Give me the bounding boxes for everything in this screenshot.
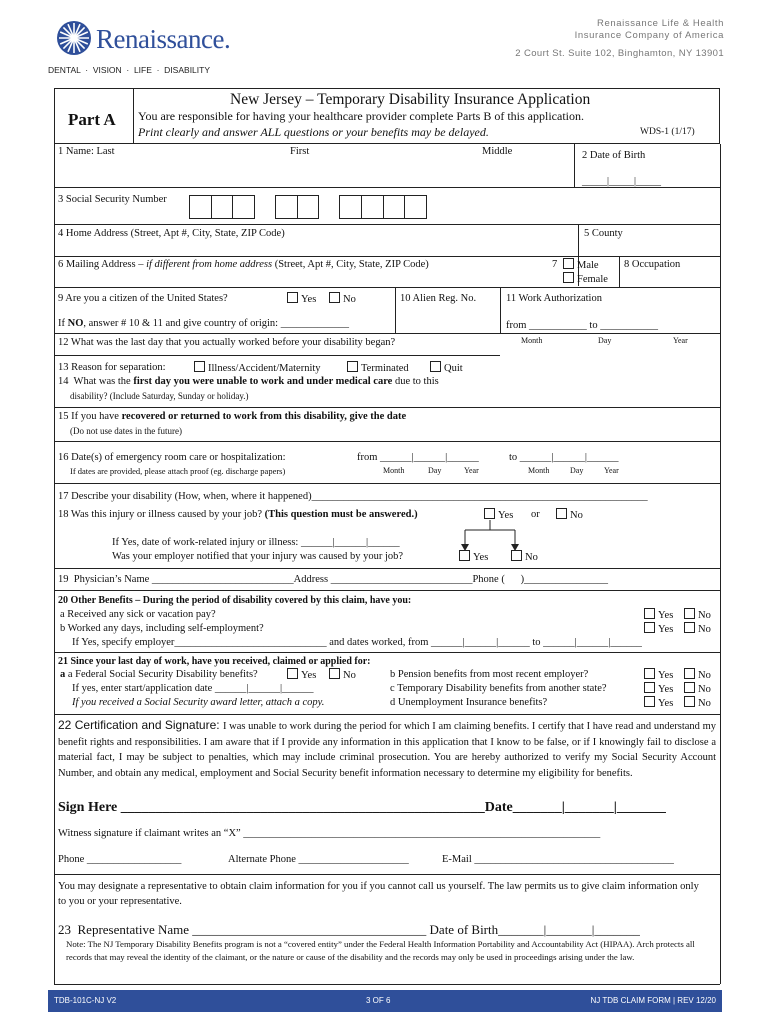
form-title: New Jersey – Temporary Disability Insurance Application [230,91,591,108]
q11-work-auth-label: 11 Work Authorization [506,293,602,304]
form-id: WDS-1 (1/17) [640,127,695,137]
q18-branch-arrow-icon [459,520,519,554]
q14-first-day-label: 14 What was the first day you were unable to work and under medical care due to this [58,376,439,387]
q16-note: If dates are provided, please attach proof (eg. discharge papers) [70,466,286,476]
illness-checkbox[interactable] [194,361,205,372]
q21d-no-checkbox[interactable] [684,696,695,707]
company-name-line1: Renaissance Life & Health [597,18,724,29]
representative-info: You may designate a representative to obtain claim information for you if you cannot call us yourself. The law permits us to give claim information only to you or your representative. [58,881,699,907]
q4-home-address-label: 4 Home Address (Street, Apt #, City, State, ZIP Code) [58,228,285,239]
terminated-checkbox[interactable] [347,361,358,372]
phone-field[interactable]: Phone __________________ [58,854,182,865]
q18b-no-checkbox[interactable] [511,550,522,561]
q20a-yes-checkbox[interactable] [644,608,655,619]
q21b-yes-option[interactable]: Yes [644,668,673,681]
footer-page-number: 3 OF 6 [366,996,391,1005]
q9-yes-option[interactable]: Yes [287,292,316,305]
q16-from-year: Year [464,466,479,475]
q2-dob-label: 2 Date of Birth [582,150,646,161]
company-tagline: DENTAL · VISION · LIFE · DISABILITY [48,65,211,75]
q2-dob-field[interactable]: _____|_____|_____ [582,176,662,187]
footer-bar [48,990,722,1012]
q1-middle-label: Middle [482,146,513,157]
q13-illness-option[interactable]: Illness/Accident/Maternity [194,361,321,374]
q20a-yes-option[interactable]: Yes [644,608,673,621]
q20c-label[interactable]: If Yes, specify employer_____________________________ and dates worked, from ______|______|______ to ______|______|______ [72,637,642,648]
q11-day-label: Day [598,336,612,345]
q8-occupation-label: 8 Occupation [624,259,681,270]
q16-from-day: Day [428,466,442,475]
footer-form-name: NJ TDB CLAIM FORM | REV 12/20 [590,996,716,1005]
q9-if-no-instruction: If NO, answer # 10 & 11 and give country of origin: _____________ [58,318,349,329]
q21a-yes-checkbox[interactable] [287,668,298,679]
q18-no-checkbox[interactable] [556,508,567,519]
q11-year-label: Year [673,336,688,345]
q18b-yes-option[interactable]: Yes [459,550,488,563]
q21c-no-checkbox[interactable] [684,682,695,693]
q21c-yes-option[interactable]: Yes [644,682,673,695]
q18-work-injury-date[interactable]: If Yes, date of work-related injury or illness: ______|______|______ [112,537,400,548]
q15-note: (Do not use dates in the future) [70,426,182,436]
q9-no-option[interactable]: No [329,292,356,305]
q22-certification [58,718,716,781]
q21d-no-option[interactable]: No [684,696,711,709]
q16-from-month: Month [383,466,405,475]
quit-checkbox[interactable] [430,361,441,372]
q13-terminated-option[interactable]: Terminated [347,361,409,374]
q21a-label: a a Federal Social Security Disability benefits? [60,669,258,680]
q21b-no-option[interactable]: No [684,668,711,681]
q22-title: 22 Certification and Signature: [58,718,223,732]
q1-name-label: 1 Name: Last [58,146,115,157]
sign-here-field[interactable]: Sign Here ____________________________________________________Date_______|_______|_______ [58,800,666,815]
q20a-no-checkbox[interactable] [684,608,695,619]
q5-county-label: 5 County [584,228,623,239]
female-checkbox[interactable] [563,272,574,283]
q13-separation-label: 13 Reason for separation: [58,362,166,373]
q20b-yes-checkbox[interactable] [644,622,655,633]
q13-quit-option[interactable]: Quit [430,361,463,374]
q6-mailing-address-label: 6 Mailing Address – if different from home address (Street, Apt #, City, State, ZIP Code) [58,259,429,270]
form-subtitle: You are responsible for having your healthcare provider complete Parts B of this application. [138,109,584,123]
q18-job-caused-label: 18 Was this injury or illness caused by your job? (This question must be answered.) [58,509,418,520]
sunburst-logo-icon [56,20,92,56]
q18-yes-checkbox[interactable] [484,508,495,519]
q18-employer-notified-label: Was your employer notified that your injury was caused by your job? [112,551,404,562]
q3-ssn-label: 3 Social Security Number [58,194,167,205]
q21d-yes-checkbox[interactable] [644,696,655,707]
q19-physician-label[interactable]: 19 Physician’s Name ___________________________Address ___________________________Phone ( )________________ [58,574,609,585]
q21b-label: b Pension benefits from most recent employer? [390,669,589,680]
q21a-no-checkbox[interactable] [329,668,340,679]
gender-male-option[interactable]: Male [563,258,599,271]
company-address: 2 Court St. Suite 102, Binghamton, NY 13901 [515,48,724,59]
company-logo [56,20,256,60]
q9-citizen-label: 9 Are you a citizen of the United States? [58,293,228,304]
q16-from-field[interactable]: from ______|______|______ [357,452,479,463]
q17-describe-label[interactable]: 17 Describe your disability (How, when, where it happened)________________________________________________________________ [58,491,648,502]
email-field[interactable]: E-Mail ______________________________________ [442,854,674,865]
q20b-no-checkbox[interactable] [684,622,695,633]
q21-since-last-day-label: 21 Since your last day of work, have you received, claimed or applied for: [58,656,371,667]
q21c-label: c Temporary Disability benefits from another state? [390,683,607,694]
footer-form-code: TDB-101C-NJ V2 [54,996,117,1005]
part-label: Part A [68,110,116,129]
q20b-label: b Worked any days, including self-employment? [60,623,264,634]
q21c-no-option[interactable]: No [684,682,711,695]
witness-signature-field[interactable]: Witness signature if claimant writes an “X” ____________________________________________________________________ [58,828,601,839]
q20b-yes-option[interactable]: Yes [644,622,673,635]
q18-yes-option[interactable]: Yes [484,508,513,521]
q15-recovered-label: 15 If you have recovered or returned to work from this disability, give the date [58,411,407,422]
logo-wordmark: Renaissance. [96,24,231,54]
q21d-label: d Unemployment Insurance benefits? [390,697,548,708]
q7-gender-label: 7 [552,259,558,270]
q20a-no-option[interactable]: No [684,608,711,621]
company-name-line2: Insurance Company of America [574,30,724,41]
q21a-start-date[interactable]: If yes, enter start/application date ______|______|______ [72,683,314,694]
q23-representative-field[interactable]: 23 Representative Name ____________________________________ Date of Birth_______|_______|_______ [58,922,640,937]
q9-yes-checkbox[interactable] [287,292,298,303]
q16-to-month: Month [528,466,550,475]
q11-month-label: Month [521,336,543,345]
q20a-label: a Received any sick or vacation pay? [60,609,216,620]
q20b-no-option[interactable]: No [684,622,711,635]
q21a-yes-option[interactable]: Yes [287,668,316,681]
q16-to-year: Year [604,466,619,475]
ssn-group-1[interactable] [189,195,255,219]
male-checkbox[interactable] [563,258,574,269]
q9-no-checkbox[interactable] [329,292,340,303]
q21a-award-note: If you received a Social Security award letter, attach a copy. [72,697,325,708]
q16-to-day: Day [570,466,584,475]
q21a-no-option[interactable]: No [329,668,356,681]
q21c-yes-checkbox[interactable] [644,682,655,693]
alternate-phone-field[interactable]: Alternate Phone _____________________ [228,854,409,865]
q14-note: disability? (Include Saturday, Sunday or holiday.) [70,391,249,401]
q18-or-text: or [531,509,540,520]
q18b-yes-checkbox[interactable] [459,550,470,561]
form-instructions: Print clearly and answer ALL questions or your benefits may be delayed. [138,125,489,139]
q11-from-to-field[interactable]: from ___________ to ___________ [506,320,658,331]
q18-no-option[interactable]: No [556,508,583,521]
q18b-no-option[interactable]: No [511,550,538,563]
q16-emergency-label: 16 Date(s) of emergency room care or hospitalization: [58,452,286,463]
q10-alien-label: 10 Alien Reg. No. [400,293,477,304]
hipaa-note: Note: The NJ Temporary Disability Benefits program is not a “covered entity” under the Federal Health Information Portability and Accountability Act (HIPAA). Arch protects all records that may reveal the identity of the claimant, or the nature or cause of the disability and the records may only be used in proceedings arising under the law. [66,939,695,962]
q1-first-label: First [290,146,310,157]
ssn-group-3[interactable] [339,195,427,219]
q21b-yes-checkbox[interactable] [644,668,655,679]
q22-text: I was unable to work during the period for which I am claiming benefits. I certify that I have read and understand my benefit rights and responsibilities. I am aware that if I provide any information in this application that I know to be false, or if I knowingly fail to disclose a material fact, I may be subject to penalties, which may include criminal prosecution. You are hereby authorized to verify my Social Security Account Number, and obtain any medical, employment and Social Security benefit information necessary to determine my eligibility for benefits. [58,721,717,779]
q21b-no-checkbox[interactable] [684,668,695,679]
q21d-yes-option[interactable]: Yes [644,696,673,709]
gender-female-option[interactable]: Female [563,272,608,285]
q20-other-benefits-label: 20 Other Benefits – During the period of disability covered by this claim, have you: [58,595,412,606]
ssn-group-2[interactable] [275,195,319,219]
q16-to-field[interactable]: to ______|______|______ [509,452,619,463]
q12-last-day-label: 12 What was the last day that you actually worked before your disability began? [58,337,396,348]
